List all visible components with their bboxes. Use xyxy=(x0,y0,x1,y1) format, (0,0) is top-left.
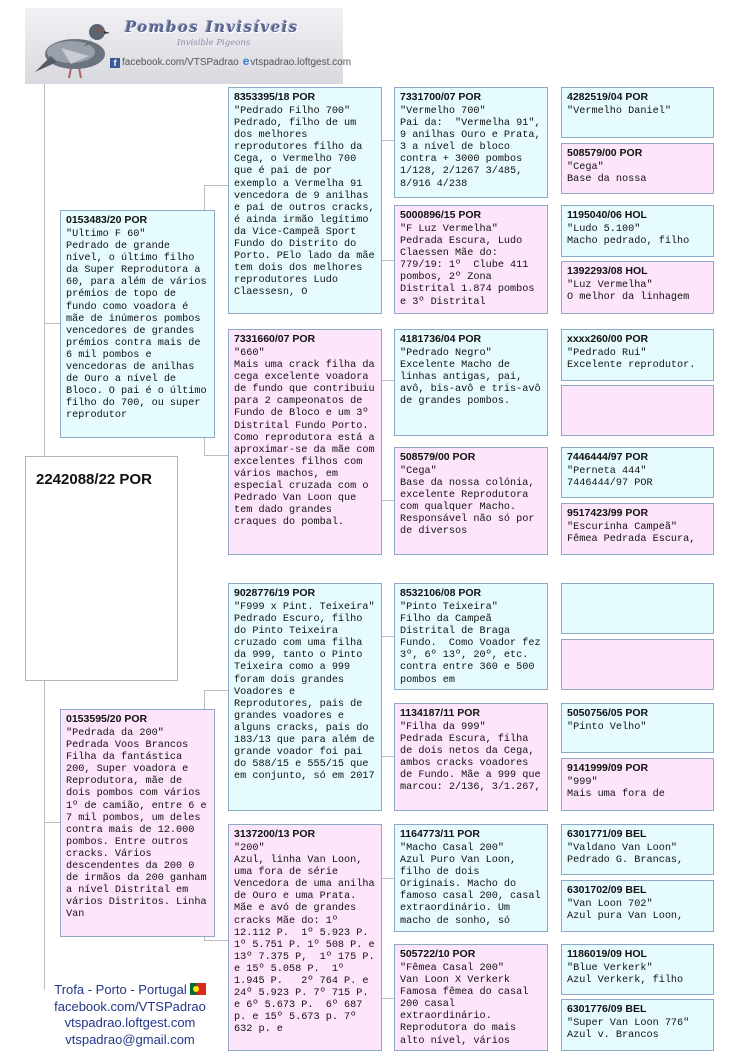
pigeon-description: "Valdano Van Loon" Pedrado G. Brancas, xyxy=(567,843,684,867)
pigeon-description: "Super Van Loon 776" Azul v. Brancos xyxy=(567,1018,690,1042)
ring-number: 1195040/06 HOL xyxy=(567,209,647,221)
pigeon-description: "Vermelho 700" Pai da: "Vermelha 91", 9 anilhas Ouro e Prata, 3 a nível de bloco contra + 3000 pombos 1/128, 2/1267 3/485, 8/916 4/238 xyxy=(400,106,541,190)
ggg-parent-box xyxy=(561,329,714,381)
pigeon-description: "660" Mais uma crack filha da cega excelente voadora de fundo que contribuiu para 2 campeonatos de Fundo de Bloco e um 3º Distrital Fundo Porto. Como reprodutora está a aproximar-se da mãe com excelentes filhos com vários machos, em especial cruzada com o Pedrado Van Loon que tem dado grandes craques do pombal. xyxy=(234,348,375,529)
connector-line xyxy=(380,500,394,501)
ggg-parent-box xyxy=(561,758,714,811)
ring-number: 508579/00 POR xyxy=(567,147,643,159)
connector-line xyxy=(204,940,228,941)
connector-line xyxy=(204,455,228,456)
pigeon-description: "Filha da 999" Pedrada Escura, filha de dois netos da Cega, ambos cracks voadores de Fundo. Mãe a 999 que marcou: 2/136, 3/1.267, xyxy=(400,722,541,794)
logo-title: Pombos Invisíveis xyxy=(125,18,299,36)
ggg-parent-box-empty xyxy=(561,639,714,690)
ring-number: 1164773/11 POR xyxy=(400,828,480,840)
ggg-parent-box xyxy=(561,503,714,555)
dam-box xyxy=(60,709,215,937)
pigeon-description: "Escurinha Campeã" Fêmea Pedrada Escura, xyxy=(567,522,696,546)
ring-number: 1392293/08 HOL xyxy=(567,265,648,277)
pigeon-description: "Vermelho Daniel" xyxy=(567,106,671,117)
portugal-flag-icon xyxy=(190,983,206,995)
logo-links xyxy=(110,54,351,68)
great-grandparent-box xyxy=(394,87,548,198)
connector-line xyxy=(204,185,228,186)
ring-number: 8353395/18 POR xyxy=(234,91,316,103)
ring-number: 1134187/11 POR xyxy=(400,707,480,719)
connector-line xyxy=(380,260,394,261)
connector-line xyxy=(44,822,60,823)
pigeon-description: "200" Azul, linha Van Loon, uma fora de série Vencedora de uma anilha de Ouro e uma Prata. Mãe e avó de grandes cracks Mãe do: 1º 12.112 P. 1º 5.923 P. 1º 5.751 P. 1º 508 P. e 13º 7.375 P, 1º 175 P. e 15º 5.058 P. 1º 1.945 P. 2º 764 P. e 24º 5.923 P. 7º 715 P. e 6º 5.673 P. 6º 687 p. e 15º 5.673 p. 7º 632 p. e xyxy=(234,843,375,1036)
ggg-parent-box-empty xyxy=(561,385,714,436)
great-grandparent-box xyxy=(394,824,548,932)
e-logo-icon: e xyxy=(242,54,250,68)
connector-line xyxy=(380,878,394,879)
pigeon-description: "999" Mais uma fora de xyxy=(567,777,665,801)
ring-number: 505722/10 POR xyxy=(400,948,476,960)
great-grandparent-box xyxy=(394,703,548,811)
great-grandparent-box xyxy=(394,205,548,314)
subject-ring-number: 2242088/22 POR xyxy=(36,471,152,488)
ggg-parent-box xyxy=(561,999,714,1051)
pigeon-description: "Ludo 5.100" Macho pedrado, filho xyxy=(567,224,690,248)
pigeon-description: "Pedrado Filho 700" Pedrado, filho de um dos melhores reprodutores filho da Cega, o Vermelho 700 que é pai de por exemplo a Vermelha 91 vencedora de 9 anilhas e pai de outros cracks, é ainda irmão legítimo da Vice-Campeã Sport Fundo do Distrito do Porto. PElo lado da mãe tem dois dos melhores reprodutores Ludo Claessesn, O xyxy=(234,106,375,299)
pigeon-description: "Fêmea Casal 200" Van Loon X Verkerk Famosa fêmea do casal 200 casal extraordinário. Reprodutora do mais alto nível, vários xyxy=(400,963,529,1047)
pigeon-description: "Blue Verkerk" Azul Verkerk, filho xyxy=(567,963,684,987)
great-grandparent-box xyxy=(394,447,548,555)
facebook-icon: f xyxy=(110,58,120,68)
ring-number: 8532106/08 POR xyxy=(400,587,482,599)
connector-line xyxy=(204,690,228,691)
ring-number: 6301702/09 BEL xyxy=(567,884,647,896)
connector-line xyxy=(380,636,394,637)
great-grandparent-box xyxy=(394,944,548,1051)
pigeon-description: "Ultimo F 60" Pedrado de grande nível, o último filho da Super Reprodutora a 60, para além de vários prémios de topo de fundo como voadora é mãe de inúmeros pombos vencedores de grandes prémios contra mais de 6 mil pombos e vencedoras de anilhas de Ouro a nível de Bloco. O pai é o último filho do 700, ou super reprodutor xyxy=(66,229,207,422)
ring-number: 5050756/05 POR xyxy=(567,707,649,719)
ggg-parent-box xyxy=(561,944,714,995)
connector-line xyxy=(380,140,394,141)
pigeon-description: "Pinto Velho" xyxy=(567,722,647,733)
granddam-sire-side-box xyxy=(228,329,382,555)
footer-location: Trofa - Porto - Portugal xyxy=(30,982,230,999)
ggg-parent-box xyxy=(561,261,714,314)
ggg-parent-box xyxy=(561,87,714,138)
great-grandparent-box xyxy=(394,583,548,690)
ring-number: 9517423/99 POR xyxy=(567,507,649,519)
pigeon-description: "Pedrado Negro" Excelente Macho de linhas antigas, pai, avô, bis-avô e tris-avô de grandes pombos. xyxy=(400,348,541,408)
ring-number: xxxx260/00 POR xyxy=(567,333,649,345)
ring-number: 9028776/19 POR xyxy=(234,587,316,599)
ring-number: 0153483/20 POR xyxy=(66,214,148,226)
connector-line xyxy=(380,756,394,757)
pigeon-description: "Van Loon 702" Azul pura Van Loon, xyxy=(567,899,684,923)
ring-number: 6301776/09 BEL xyxy=(567,1003,647,1015)
ring-number: 7331660/07 POR xyxy=(234,333,316,345)
footer-contact xyxy=(30,982,230,1048)
pigeon-description: "Pedrado Rui" Excelente reprodutor. xyxy=(567,348,696,372)
ring-number: 5000896/15 POR xyxy=(400,209,482,221)
ggg-parent-box xyxy=(561,880,714,932)
grandsire-sire-side-box xyxy=(228,87,382,314)
sire-box xyxy=(60,210,215,438)
great-grandparent-box xyxy=(394,329,548,436)
ring-number: 4282519/04 POR xyxy=(567,91,649,103)
connector-line xyxy=(380,380,394,381)
ggg-parent-box xyxy=(561,205,714,257)
pigeon-description: "Pedrada da 200" Pedrada Voos Brancos Filha da fantástica 200, Super voadora e Reprodutora, mãe de dois pombos com vários 1º de camião, entre 6 e 7 mil pombos, um deles contra mais de 12.000 pombos. Entre outros cracks. Vários descendentes da 200 0 de irmãos da 200 ganham a nível Distrital em vários Distritos. Linha Van xyxy=(66,728,207,921)
ring-number: 4181736/04 POR xyxy=(400,333,482,345)
ring-number: 0153595/20 POR xyxy=(66,713,148,725)
pigeon-description: "Cega" Base da nossa colónia, excelente Reprodutora com qualquer Macho. Responsável não só por de diversos xyxy=(400,466,535,538)
ring-number: 9141999/09 POR xyxy=(567,762,649,774)
ring-number: 6301771/09 BEL xyxy=(567,828,647,840)
ring-number: 508579/00 POR xyxy=(400,451,476,463)
ggg-parent-box xyxy=(561,703,714,753)
ggg-parent-box xyxy=(561,824,714,875)
pigeon-description: "F999 x Pint. Teixeira" Pedrado Escuro, filho do Pinto Teixeira cruzado com uma filha da 999, tanto o Pinto Teixeira como a 999 foram dois grandes Voadores e Reprodutores, pais de grandes voadores e alguns cracks, pais do 183/13 que para além de grande voador foi pai do 588/15 e 555/15 que em conjunto, só em 2017 xyxy=(234,602,375,783)
connector-line xyxy=(380,998,394,999)
footer-site-link[interactable]: vtspadrao.loftgest.com xyxy=(64,1015,196,1030)
ggg-parent-box-empty xyxy=(561,583,714,634)
pigeon-description: "Luz Vermelha" O melhor da linhagem xyxy=(567,280,690,304)
grandsire-dam-side-box xyxy=(228,583,382,811)
pigeon-description: "Pinto Teixeira" Filho da Campeã Distrital de Braga Fundo. Como Voador fez 3º, 6º 13º, 20º, etc. contra entre 360 e 500 pombos em xyxy=(400,602,541,686)
pigeon-description: "F Luz Vermelha" Pedrada Escura, Ludo Claessen Mãe do: 779/19: 1º Clube 411 pombos, 2º Zona Distrital 1.874 pombos e 3º Distrital xyxy=(400,224,535,308)
pigeon-description: "Macho Casal 200" Azul Puro Van Loon, filho de dois Originais. Macho do famoso casal 200, casal extraordinário. Um macho de sonho, só xyxy=(400,843,541,927)
pigeon-description: "Cega" Base da nossa xyxy=(567,162,647,186)
facebook-link[interactable]: facebook.com/VTSPadrao xyxy=(122,57,239,68)
ring-number: 7331700/07 POR xyxy=(400,91,482,103)
logo-subtitle: Invisible Pigeons xyxy=(177,38,251,48)
pigeon-logo-icon xyxy=(31,12,111,82)
site-link[interactable]: vtspadrao.loftgest.com xyxy=(250,57,352,68)
subject-box xyxy=(25,456,178,681)
ggg-parent-box xyxy=(561,143,714,194)
connector-line xyxy=(44,323,60,324)
granddam-dam-side-box xyxy=(228,824,382,1051)
ring-number: 1186019/09 HOL xyxy=(567,948,647,960)
ggg-parent-box xyxy=(561,447,714,498)
header-banner xyxy=(25,8,352,84)
ring-number: 7446444/97 POR xyxy=(567,451,649,463)
footer-email-link[interactable]: vtspadrao@gmail.com xyxy=(65,1031,195,1047)
ring-number: 3137200/13 POR xyxy=(234,828,316,840)
pigeon-description: "Perneta 444" 7446444/97 POR xyxy=(567,466,653,490)
footer-facebook-link[interactable]: facebook.com/VTSPadrao xyxy=(54,998,206,1014)
